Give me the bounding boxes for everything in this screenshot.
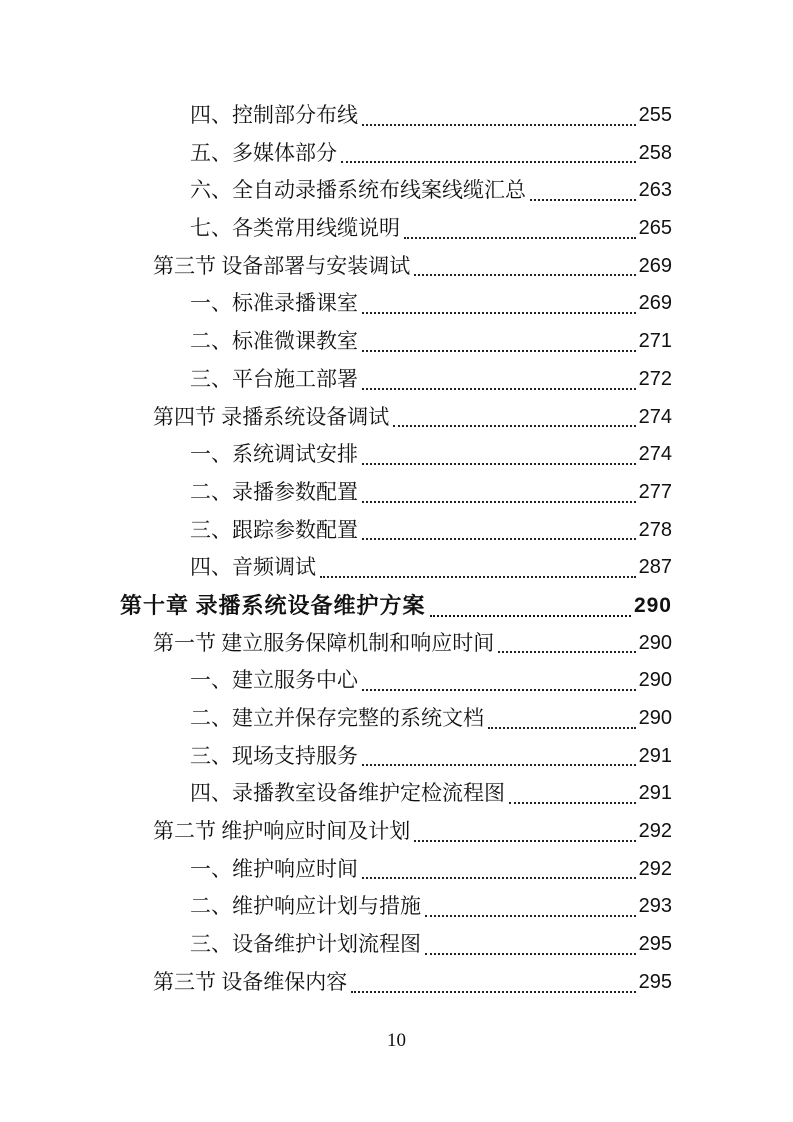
toc-entry-label: 二、建立并保存完整的系统文档 bbox=[190, 706, 484, 730]
toc-entry[interactable] bbox=[120, 436, 672, 474]
toc-entry-page: 271 bbox=[638, 330, 672, 353]
toc-entry-page: 274 bbox=[638, 443, 672, 466]
toc-dot-leader bbox=[430, 587, 631, 617]
toc-entry-label: 一、维护响应时间 bbox=[190, 856, 358, 881]
toc-dot-leader bbox=[341, 135, 636, 164]
toc-dot-leader bbox=[414, 248, 635, 277]
toc-entry-page: 255 bbox=[638, 104, 672, 126]
toc-dot-leader bbox=[362, 851, 636, 880]
toc-entry[interactable] bbox=[120, 813, 672, 851]
toc-entry[interactable] bbox=[120, 964, 672, 1002]
toc-entry-page: 293 bbox=[638, 895, 672, 918]
toc-dot-leader bbox=[414, 813, 635, 842]
page-footer bbox=[0, 1026, 793, 1056]
toc-entry-page: 272 bbox=[638, 367, 672, 390]
toc-entry-label: 二、录播参数配置 bbox=[190, 479, 358, 504]
toc-entry-page: 291 bbox=[638, 782, 672, 805]
toc-entry-page: 292 bbox=[638, 857, 672, 880]
toc-dot-leader bbox=[404, 210, 636, 239]
toc-entry-page: 278 bbox=[638, 518, 672, 541]
toc-entry[interactable] bbox=[120, 888, 672, 926]
toc-entry[interactable] bbox=[120, 210, 672, 248]
toc-entry-label: 二、标准微课教室 bbox=[190, 329, 358, 354]
toc-dot-leader bbox=[320, 549, 636, 578]
toc-dot-leader bbox=[362, 436, 636, 465]
toc-dot-leader bbox=[393, 399, 635, 428]
toc-entry-label: 三、设备维护计划流程图 bbox=[190, 932, 421, 957]
toc-entry-label: 四、控制部分布线 bbox=[190, 103, 358, 127]
toc-entry-page: 265 bbox=[638, 217, 672, 240]
toc-entry-label: 四、音频调试 bbox=[190, 555, 316, 580]
toc-entry-label: 六、全自动录播系统布线案线缆汇总 bbox=[190, 178, 526, 203]
toc-entry-page: 291 bbox=[638, 744, 672, 767]
toc-entry[interactable] bbox=[120, 172, 672, 210]
toc-entry[interactable] bbox=[120, 512, 672, 550]
toc-dot-leader bbox=[498, 625, 635, 654]
toc-dot-leader bbox=[362, 662, 636, 691]
toc-entry[interactable] bbox=[120, 135, 672, 173]
toc-entry[interactable] bbox=[120, 97, 672, 135]
toc-dot-leader bbox=[530, 172, 636, 201]
toc-entry-label: 七、各类常用线缆说明 bbox=[190, 216, 400, 241]
toc-entry-label: 三、跟踪参数配置 bbox=[190, 517, 358, 542]
toc-entry[interactable] bbox=[120, 625, 672, 663]
toc-entry-label: 五、多媒体部分 bbox=[190, 140, 337, 165]
toc-entry-label: 第一节 建立服务保障机制和响应时间 bbox=[153, 630, 495, 655]
toc-entry-label: 三、现场支持服务 bbox=[190, 743, 358, 768]
toc-entry-page: 269 bbox=[638, 254, 672, 277]
toc-entry[interactable] bbox=[120, 474, 672, 512]
toc-entry-label: 二、维护响应计划与措施 bbox=[190, 894, 421, 919]
toc-entry-label: 第三节 设备部署与安装调试 bbox=[153, 253, 411, 278]
toc-dot-leader bbox=[488, 700, 636, 729]
toc-entry-label: 第十章 录播系统设备维护方案 bbox=[120, 592, 426, 618]
toc-entry-page: 263 bbox=[638, 179, 672, 202]
toc-entry[interactable] bbox=[120, 248, 672, 286]
toc-entry-label: 四、录播教室设备维护定检流程图 bbox=[190, 781, 505, 806]
toc-dot-leader bbox=[362, 285, 636, 314]
toc-dot-leader bbox=[425, 888, 636, 917]
toc-entry[interactable] bbox=[120, 775, 672, 813]
toc-entry[interactable] bbox=[120, 285, 672, 323]
toc-dot-leader bbox=[425, 926, 636, 955]
toc-dot-leader bbox=[509, 775, 636, 804]
toc-dot-leader bbox=[351, 964, 635, 993]
toc-entry-page: 277 bbox=[638, 480, 672, 503]
toc-dot-leader bbox=[362, 97, 636, 126]
toc-entry[interactable] bbox=[120, 361, 672, 399]
toc-entry-page: 274 bbox=[638, 405, 672, 428]
toc-entry-page: 290 bbox=[633, 593, 672, 617]
toc-dot-leader bbox=[362, 323, 636, 352]
toc-entry[interactable] bbox=[120, 549, 672, 587]
toc-entry[interactable] bbox=[120, 662, 672, 700]
toc-entry-label: 一、标准录播课室 bbox=[190, 291, 358, 316]
table-of-contents bbox=[120, 97, 672, 1002]
toc-entry-page: 295 bbox=[638, 970, 672, 993]
toc-entry-page: 295 bbox=[638, 933, 672, 956]
toc-entry-page: 269 bbox=[638, 292, 672, 315]
toc-dot-leader bbox=[362, 361, 636, 390]
toc-entry-label: 一、系统调试安排 bbox=[190, 442, 358, 467]
toc-entry-page: 290 bbox=[638, 631, 672, 654]
toc-entry-page: 290 bbox=[638, 707, 672, 729]
toc-dot-leader bbox=[362, 474, 636, 503]
toc-entry-page: 287 bbox=[638, 556, 672, 579]
page-number: 10 bbox=[387, 1030, 406, 1051]
toc-entry-label: 一、建立服务中心 bbox=[190, 668, 358, 693]
toc-entry[interactable] bbox=[120, 700, 672, 738]
toc-entry[interactable] bbox=[120, 851, 672, 889]
toc-entry[interactable] bbox=[120, 587, 672, 625]
toc-entry[interactable] bbox=[120, 926, 672, 964]
toc-entry-page: 290 bbox=[638, 669, 672, 692]
toc-entry-label: 三、平台施工部署 bbox=[190, 366, 358, 391]
toc-dot-leader bbox=[362, 512, 636, 541]
toc-entry-label: 第四节 录播系统设备调试 bbox=[153, 404, 390, 429]
toc-entry-page: 258 bbox=[638, 141, 672, 164]
toc-entry-label: 第二节 维护响应时间及计划 bbox=[153, 819, 411, 844]
toc-entry[interactable] bbox=[120, 738, 672, 776]
toc-entry[interactable] bbox=[120, 323, 672, 361]
toc-entry-page: 292 bbox=[638, 820, 672, 843]
toc-entry-label: 第三节 设备维保内容 bbox=[153, 969, 348, 994]
toc-entry[interactable] bbox=[120, 399, 672, 437]
toc-dot-leader bbox=[362, 738, 636, 767]
